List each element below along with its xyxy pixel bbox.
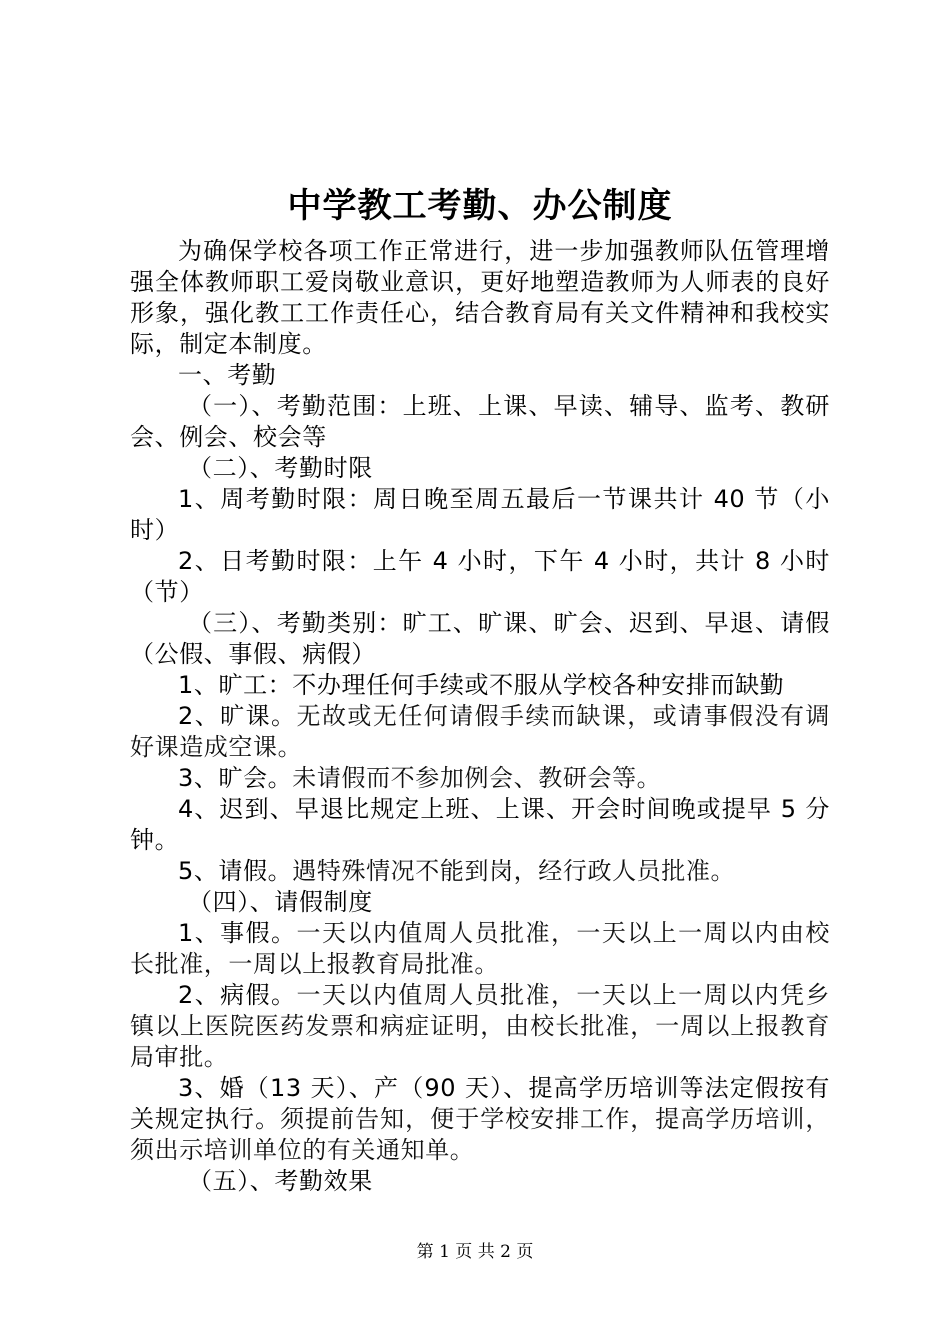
absenteeism-definition: 1、旷工：不办理任何手续或不服从学校各种安排而缺勤: [178, 671, 785, 699]
statutory-leave: [130, 1073, 830, 1166]
meeting-absence-definition: [130, 763, 830, 794]
class-absence-definition: [130, 701, 830, 763]
attendance-scope: （一）、考勤范围：上班、上课、早读、辅导、监考、教研会、例会、校会等: [130, 392, 830, 451]
meeting-absence-label: 3、旷会。: [178, 764, 293, 792]
leave-text: 遇特殊情况不能到岗，经行政人员批准。: [292, 857, 736, 885]
late-early-definition: 4、迟到、早退比规定上班、上课、开会时间晚或提早 5 分钟。: [130, 795, 830, 854]
sick-leave-text: 一天以内值周人员批准，一天以上一周以内凭乡镇以上医院医药发票和病症证明，由校长批准，一周以上报教育局审批。: [130, 981, 830, 1071]
class-absence-text: 无故或无任何请假手续而缺课，或请事假没有调好课造成空课。: [130, 702, 830, 761]
sick-leave-label: 2、病假。: [178, 981, 297, 1009]
intro-paragraph: 为确保学校各项工作正常进行，进一步加强教师队伍管理增强全体教师职工爱岗敬业意识，更好地塑造教师为人师表的良好形象，强化教工工作责任心，结合教育局有关文件精神和我校实际，制定本制度。: [130, 237, 830, 358]
leave-policy-heading: （四）、请假制度: [188, 888, 373, 916]
page-footer: 第 1 页 共 2 页: [416, 1242, 534, 1262]
daily-time-limit: 2、日考勤时限：上午 4 小时，下午 4 小时，共计 8 小时（节）: [130, 547, 830, 606]
statutory-leave-label: 3、婚（13 天）、产（90 天）、提高学历培训等法定假按有关规定执行。: [130, 1074, 830, 1133]
document-title: 中学教工考勤、办公制度: [287, 186, 673, 226]
personal-leave-text: 一天以内值周人员批准，一天以上一周以内由校长批准，一周以上报教育局批准。: [130, 919, 830, 978]
statutory-leave-text: 须提前告知，便于学校安排工作，提高学历培训，须出示培训单位的有关通知单。: [130, 1105, 830, 1164]
leave-definition: [130, 856, 830, 887]
meeting-absence-text: 未请假而不参加例会、教研会等。: [292, 764, 662, 792]
leave-label: 5、请假。: [178, 857, 293, 885]
attendance-time-limit-heading: （二）、考勤时限: [188, 454, 373, 482]
section-heading-attendance: 一、考勤: [178, 361, 277, 389]
attendance-categories: （三）、考勤类别：旷工、旷课、旷会、迟到、早退、请假（公假、事假、病假）: [130, 609, 830, 668]
attendance-effect-heading: （五）、考勤效果: [188, 1167, 373, 1195]
personal-leave: [130, 918, 830, 980]
weekly-time-limit: 1、周考勤时限：周日晚至周五最后一节课共计 40 节（小时）: [130, 485, 830, 544]
class-absence-label: 2、旷课。: [178, 702, 297, 730]
document-body: [130, 176, 830, 1197]
sick-leave: [130, 980, 830, 1073]
personal-leave-label: 1、事假。: [178, 919, 297, 947]
